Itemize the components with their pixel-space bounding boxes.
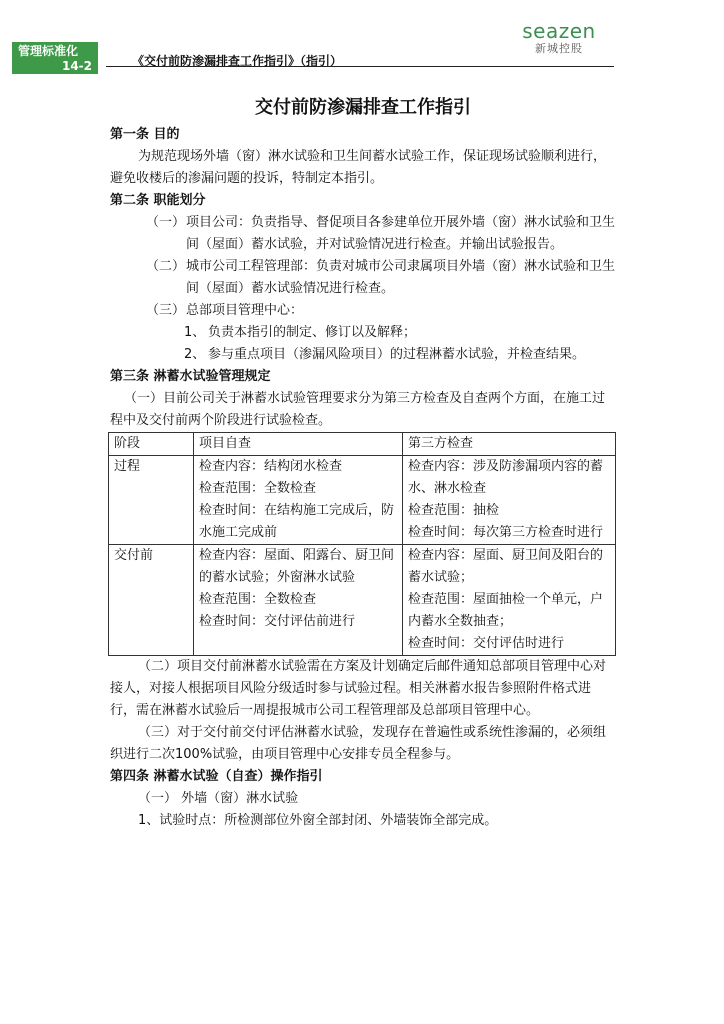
list-item — [110, 212, 616, 256]
cell-line: 检查时间：交付评估时进行 — [408, 636, 565, 651]
table-row — [109, 456, 616, 545]
section-2-heading: 第二条 职能划分 — [110, 193, 206, 208]
header-doc-title: 《交付前防渗漏排查工作指引》（指引） — [132, 54, 343, 68]
sub-item-text: 负责本指引的制定、修订以及解释； — [208, 325, 417, 340]
cell-line: 检查范围：全数检查 — [199, 481, 317, 496]
logo-cn: 新城控股 — [535, 42, 583, 55]
inspection-table — [108, 432, 616, 656]
cell-line: 检查时间：每次第三方检查时进行 — [408, 525, 604, 540]
section-4-item-2: 1、试验时点：所检测部位外窗全部封闭、外墙装饰全部完成。 — [138, 813, 498, 828]
list-item — [110, 300, 616, 322]
self-check-cell — [194, 456, 403, 545]
item-text: 项目公司：负责指导、督促项目各参建单位开展外墙（窗）淋水试验和卫生间（屋面）蓄水试验，并对试验情况进行检查。并输出试验报告。 — [186, 215, 616, 252]
section-1-heading: 第一条 目的 — [110, 127, 180, 142]
cell-line: 检查范围：屋面抽检一个单元，户内蓄水全数抽查； — [408, 592, 604, 629]
cell-line: 检查内容：结构闭水检查 — [199, 459, 343, 474]
table-header-cell: 阶段 — [109, 433, 194, 456]
self-check-cell — [194, 545, 403, 656]
seazen-logo — [518, 20, 600, 56]
document-body — [110, 92, 616, 832]
third-party-cell — [403, 456, 616, 545]
item-number: （三） — [146, 303, 186, 318]
sub-item-number: 1、 — [184, 325, 206, 340]
list-item — [110, 256, 616, 300]
cell-line: 检查时间：在结构施工完成后，防水施工完成前 — [199, 503, 395, 540]
section-1-body: 为规范现场外墙（窗）淋水试验和卫生间蓄水试验工作，保证现场试验顺利进行，避免收楼后的渗漏问题的投诉，特制定本指引。 — [110, 149, 607, 186]
stage-cell: 过程 — [109, 456, 194, 545]
section-3-para-3: （三）对于交付前交付评估淋蓄水试验，发现存在普遍性或系统性渗漏的，必须组织进行二次100%试验，由项目管理中心安排专员全程参与。 — [110, 725, 607, 762]
section-3-para-1: （一）目前公司关于淋蓄水试验管理要求分为第三方检查及自查两个方面，在施工过程中及交付前两个阶段进行试验检查。 — [110, 391, 606, 428]
item-text: 城市公司工程管理部：负责对城市公司隶属项目外墙（窗）淋水试验和卫生间（屋面）蓄水试验情况进行检查。 — [186, 259, 616, 296]
cell-line: 检查时间：交付评估前进行 — [199, 614, 356, 629]
logo-en: seazen — [522, 19, 596, 43]
section-4-heading: 第四条 淋蓄水试验（自查）操作指引 — [110, 769, 323, 784]
table-row — [109, 545, 616, 656]
cell-line: 检查范围：抽检 — [408, 503, 500, 518]
header-divider — [106, 66, 614, 67]
sub-list-item — [110, 344, 616, 366]
sub-item-number: 2、 — [184, 347, 206, 362]
section-3-para-2: （二）项目交付前淋蓄水试验需在方案及计划确定后邮件通知总部项目管理中心对接人，对接人根据项目风险分级适时参与试验过程。相关淋蓄水报告参照附件格式进行，需在淋蓄水试验后一周提报城市公司工程管理部及总部项目管理中心。 — [110, 659, 607, 718]
stage-cell: 交付前 — [109, 545, 194, 656]
item-number: （二） — [146, 259, 186, 274]
sub-item-text: 参与重点项目（渗漏风险项目）的过程淋蓄水试验，并检查结果。 — [208, 347, 586, 362]
cell-line: 检查内容：屋面、阳露台、厨卫间的蓄水试验；外窗淋水试验 — [199, 548, 395, 585]
table-header-cell: 第三方检查 — [403, 433, 616, 456]
item-number: （一） — [146, 215, 186, 230]
badge-number: 14-2 — [61, 59, 92, 73]
section-3-heading: 第三条 淋蓄水试验管理规定 — [110, 369, 271, 384]
badge-label: 管理标准化 — [18, 44, 79, 58]
page-title: 交付前防渗漏排查工作指引 — [255, 97, 471, 118]
third-party-cell — [403, 545, 616, 656]
section-4-item-1: （一） 外墙（窗）淋水试验 — [138, 791, 299, 806]
table-header-row — [109, 433, 616, 456]
cell-line: 检查内容：涉及防渗漏项内容的蓄水、淋水检查 — [408, 459, 604, 496]
sub-list-item — [110, 322, 616, 344]
cell-line: 检查范围：全数检查 — [199, 592, 317, 607]
item-text: 总部项目管理中心： — [186, 303, 304, 318]
standard-badge — [12, 42, 98, 74]
cell-line: 检查内容：屋面、厨卫间及阳台的蓄水试验； — [408, 548, 604, 585]
table-header-cell: 项目自查 — [194, 433, 403, 456]
